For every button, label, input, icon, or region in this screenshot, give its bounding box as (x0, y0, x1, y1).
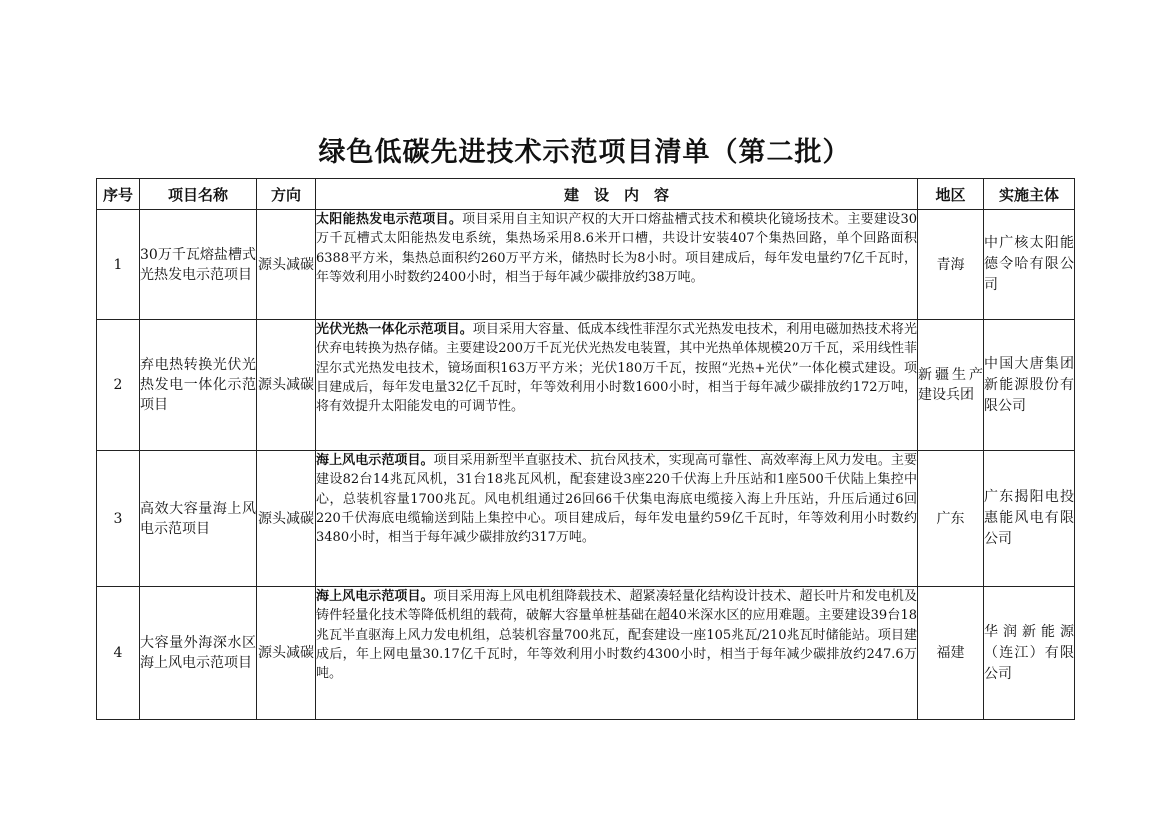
project-name: 大容量外海深水区海上风电示范项目 (140, 587, 257, 720)
project-content (316, 451, 918, 587)
content-lead: 海上风电示范项目。 (316, 589, 434, 604)
content-lead: 太阳能热发电示范项目。 (316, 212, 463, 227)
table-row (97, 320, 1075, 451)
table-row (97, 587, 1075, 720)
project-content (316, 320, 918, 451)
project-entity: 华润新能源（连江）有限公司 (984, 587, 1075, 720)
content-text: 项目采用海上风电机组降载技术、超紧凑轻量化结构设计技术、超长叶片和发电机及铸件轻量化技术等降低机组的载荷，破解大容量单桩基础在超40米深水区的应用难题。主要建设39台18兆瓦半直驱海上风力发电机组，总装机容量700兆瓦，配套建设一座105兆瓦/210兆瓦时储能站。项目建成后，年上网电量30.17亿千瓦时，年等效利用小时数约4300小时，相当于每年减少碳排放约247.6万吨。 (316, 589, 917, 682)
header-content: 建 设 内 容 (316, 179, 918, 210)
content-text: 项目采用自主知识产权的大开口熔盐槽式技术和模块化镜场技术。主要建设30万千瓦槽式太阳能热发电系统，集热场采用8.6米开口槽，共设计安装407个集热回路，单个回路面积6388平方米，集热总面积约260万平方米，储热时长为8小时。项目建成后，每年发电量约7亿千瓦时，年等效利用小时数约2400小时，相当于每年减少碳排放约38万吨。 (316, 212, 917, 285)
header-region: 地区 (918, 179, 984, 210)
row-index: 4 (97, 587, 140, 720)
page-title: 绿色低碳先进技术示范项目清单（第二批） (318, 137, 851, 168)
project-name: 弃电热转换光伏光热发电一体化示范项目 (140, 320, 257, 451)
project-region: 新疆生产建设兵团 (918, 320, 984, 451)
header-entity: 实施主体 (984, 179, 1075, 210)
project-content (316, 587, 918, 720)
project-name: 30万千瓦熔盐槽式光热发电示范项目 (140, 210, 257, 320)
header-direction: 方向 (257, 179, 316, 210)
project-region: 广东 (918, 451, 984, 587)
project-direction: 源头减碳 (257, 210, 316, 320)
project-name: 高效大容量海上风电示范项目 (140, 451, 257, 587)
table-row (97, 451, 1075, 587)
content-text: 项目采用新型半直驱技术、抗台风技术，实现高可靠性、高效率海上风力发电。主要建设82台14兆瓦风机，31台18兆瓦风机，配套建设3座220千伏海上升压站和1座500千伏陆上集控中心，总装机容量1700兆瓦。风电机组通过26回66千伏集电海底电缆接入海上升压站，升压后通过6回220千伏海底电缆输送到陆上集控中心。项目建成后，每年发电量约59亿千瓦时，年等效利用小时数约3480小时，相当于每年减少碳排放约317万吨。 (316, 453, 917, 546)
content-lead: 光伏光热一体化示范项目。 (316, 322, 473, 337)
project-direction: 源头减碳 (257, 320, 316, 451)
table-header-row (97, 179, 1075, 210)
project-entity: 中国大唐集团新能源股份有限公司 (984, 320, 1075, 451)
header-index: 序号 (97, 179, 140, 210)
row-index: 2 (97, 320, 140, 451)
project-entity: 中广核太阳能德令哈有限公司 (984, 210, 1075, 320)
project-entity: 广东揭阳电投惠能风电有限公司 (984, 451, 1075, 587)
header-name: 项目名称 (140, 179, 257, 210)
content-lead: 海上风电示范项目。 (316, 453, 434, 468)
row-index: 1 (97, 210, 140, 320)
project-region: 福建 (918, 587, 984, 720)
table-row (97, 210, 1075, 320)
project-region: 青海 (918, 210, 984, 320)
row-index: 3 (97, 451, 140, 587)
project-direction: 源头减碳 (257, 587, 316, 720)
project-direction: 源头减碳 (257, 451, 316, 587)
project-content (316, 210, 918, 320)
project-table (96, 178, 1075, 720)
content-text: 项目采用大容量、低成本线性菲涅尔式光热发电技术，利用电磁加热技术将光伏弃电转换为热存储。主要建设200万千瓦光伏光热发电装置，其中光热单体规模20万千瓦，采用线性菲涅尔式光热发电技术，镜场面积163万平方米；光伏180万千瓦，按照“光热+光伏”一体化模式建设。项目建成后，每年发电量32亿千瓦时，年等效利用小时数1600小时，相当于每年减少碳排放约172万吨，将有效提升太阳能发电的可调节性。 (316, 322, 917, 415)
